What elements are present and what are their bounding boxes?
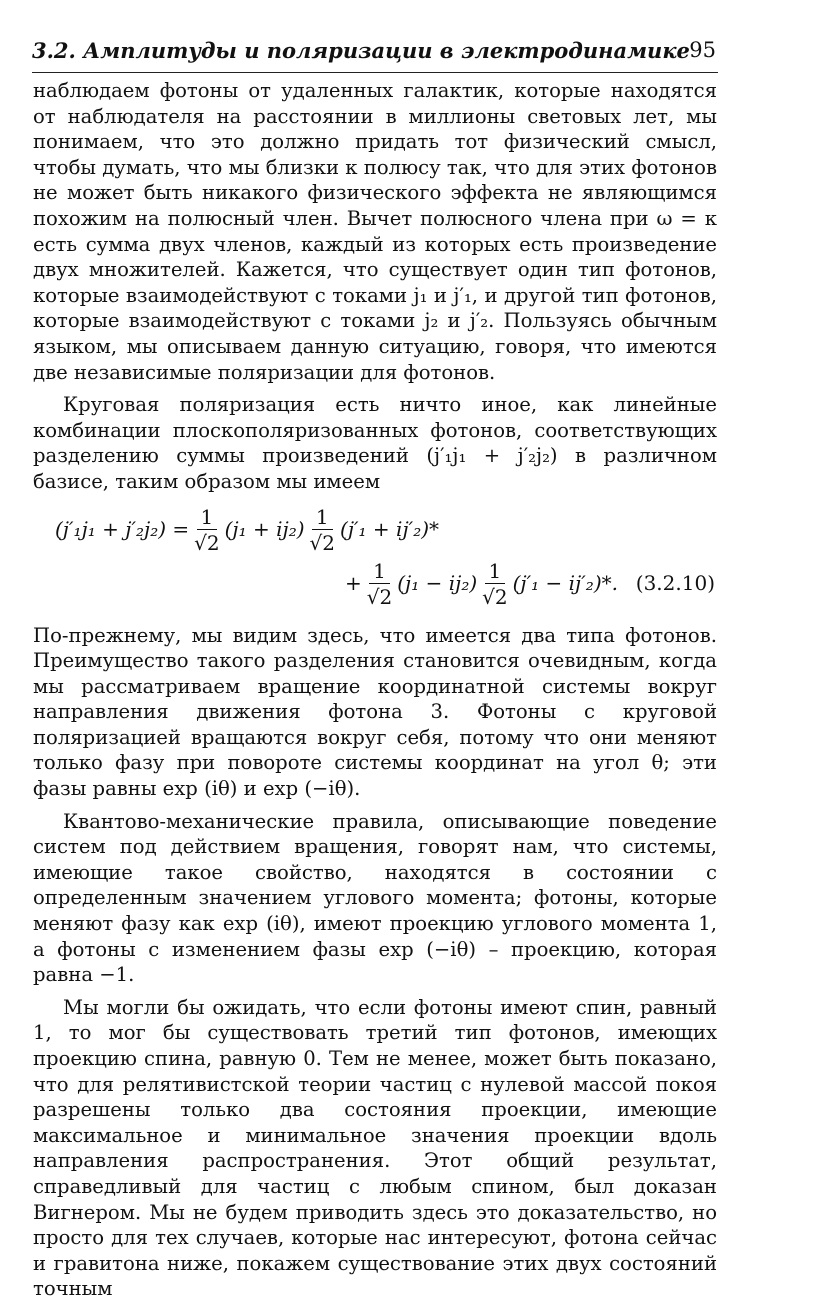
equation-number: (3.2.10): [635, 570, 715, 595]
fraction-numerator: 1: [197, 505, 218, 530]
fraction-denominator: √2: [194, 530, 220, 555]
fraction: [192, 505, 221, 556]
equation-term-3: (j₁ − ij₂): [397, 571, 478, 596]
fraction-denominator: √2: [482, 584, 508, 609]
fraction: [308, 505, 337, 556]
page-header: [32, 34, 718, 73]
equation-line-1: [55, 505, 439, 556]
fraction-numerator: 1: [369, 559, 390, 584]
page-number: 95: [689, 38, 716, 62]
paragraph-4: Квантово-механические правила, описывающие поведение систем под действием вращения, говорят нам, что системы, имеющие такое свойство, находятся в состоянии с определенным значением углового момента; фотоны, которые меняют фазу как exp (iθ), имеют проекцию углового момента 1, а фотоны с изменением фазы exp (−iθ) – проекцию, которая равна −1.: [33, 809, 717, 987]
fraction: [480, 559, 509, 610]
paragraph-3: По-прежнему, мы видим здесь, что имеется два типа фотонов. Преимущество такого разделения становится очевидным, когда мы рассматриваем вращение координатной системы вокруг направления движения фотона 3. Фотоны с круговой поляризацией вращаются вокруг себя, потому что они меняют только фазу при повороте системы координат на угол θ; эти фазы равны exp (iθ) и exp (−iθ).: [33, 623, 717, 801]
equation-term-4: (j′₁ − ij′₂)*.: [512, 571, 618, 596]
fraction-numerator: 1: [485, 559, 506, 584]
paragraph-5: Мы могли бы ожидать, что если фотоны имеют спин, равный 1, то мог бы существовать третий тип фотонов, имеющих проекцию спина, равную 0. Тем не менее, может быть показано, что для релятивистской теории частиц с нулевой массой покоя разрешены только два состояния проекции, имеющие максимальное и минимальное значения проекции вдоль направления распространения. Этот общий результат, справедливый для частиц с любым спином, был доказан Вигнером. Мы не будем приводить здесь это доказательство, но просто для тех случаев, которые нас интересуют, фотона сейчас и гравитона ниже, покажем существование этих двух состояний точным: [33, 995, 717, 1301]
paragraph-1: наблюдаем фотоны от удаленных галактик, которые находятся от наблюдателя на расстоянии в миллионы световых лет, мы понимаем, что это должно придать тот физический смысл, чтобы думать, что мы близки к полюсу так, что для этих фотонов не может быть никакого физического эффекта не являющимся похожим на полюсный член. Вычет полюсного члена при ω = κ есть сумма двух членов, каждый из которых есть произведение двух множителей. Кажется, что существует один тип фотонов, которые взаимодействуют с токами j₁ и j′₁, и другой тип фотонов, которые взаимодействуют с токами j₂ и j′₂. Пользуясь обычным языком, мы описываем данную ситуацию, говоря, что имеются две независимые поляризации для фотонов.: [33, 79, 717, 384]
equation-lhs: (j′₁j₁ + j′₂j₂) =: [55, 517, 190, 542]
fraction-numerator: 1: [312, 505, 333, 530]
equation-term-1: (j₁ + ij₂): [224, 517, 305, 542]
equation-plus: +: [345, 571, 362, 596]
fraction-denominator: √2: [366, 584, 393, 609]
equation-line-2: [345, 559, 618, 610]
equation-3-2-10: [33, 501, 717, 619]
fraction-denominator: √2: [309, 530, 336, 555]
equation-term-2: (j′₁ + ij′₂)*: [340, 517, 440, 542]
page-body: [33, 78, 717, 1302]
fraction: [365, 559, 394, 610]
running-title: 3.2. Амплитуды и поляризации в электродинамике: [32, 38, 690, 63]
paragraph-2: Круговая поляризация есть ничто иное, как линейные комбинации плоскополяризованных фотонов, соответствующих разделению суммы произведений (j′₁j₁ + j′₂j₂) в различном базисе, таким образом мы имеем: [33, 393, 717, 493]
